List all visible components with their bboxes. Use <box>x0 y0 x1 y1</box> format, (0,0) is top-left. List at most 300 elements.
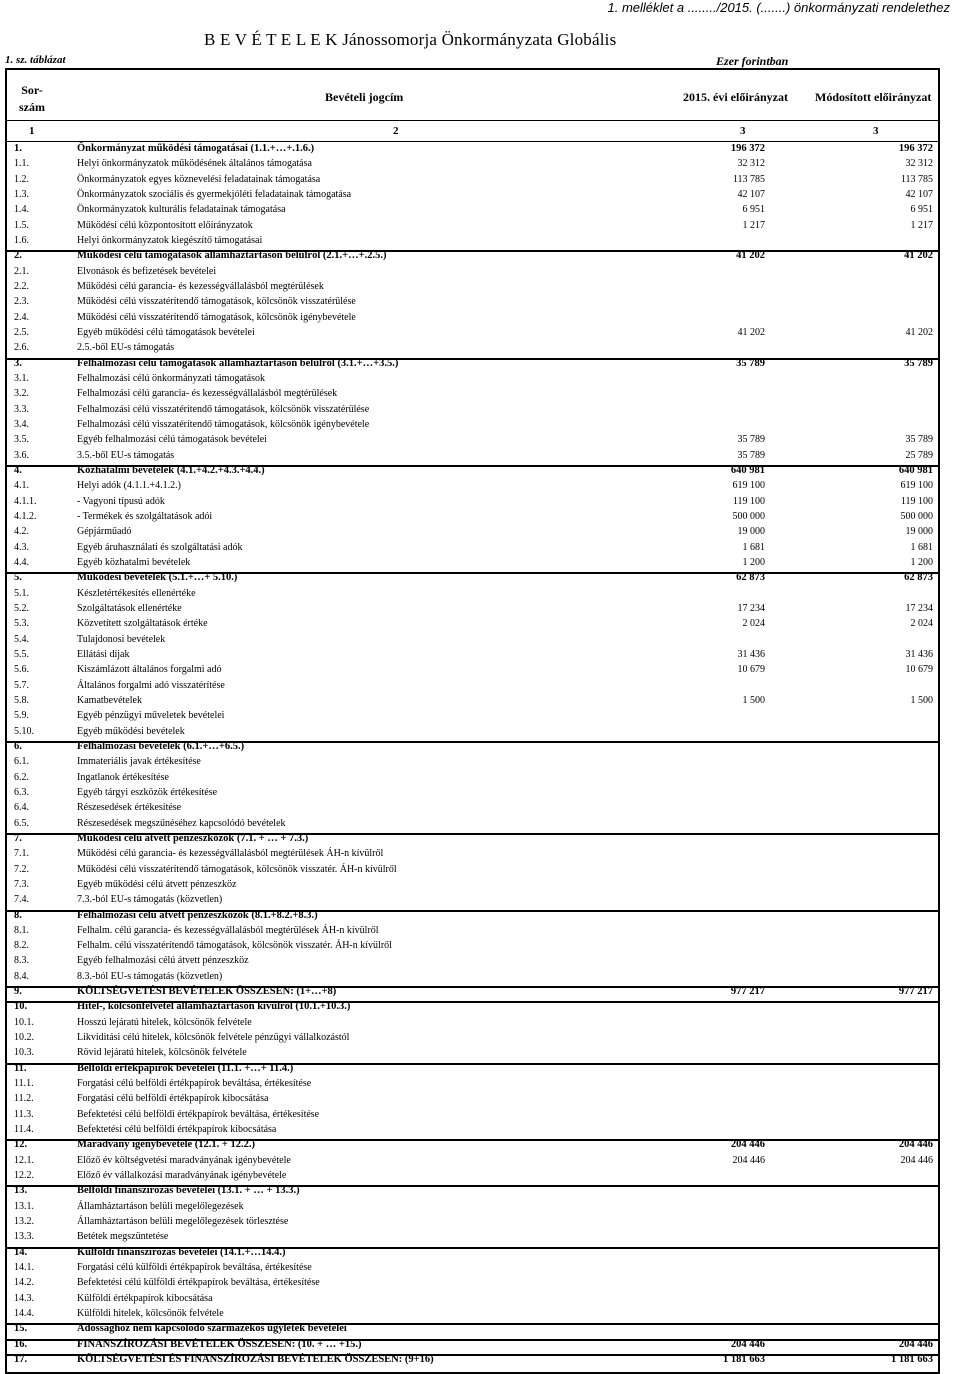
row-label: Önkormányzatok kulturális feladatainak támogatása <box>77 204 286 216</box>
table-row <box>7 434 938 449</box>
row-number: 12.1. <box>14 1154 34 1166</box>
row-original-amount: 1 500 <box>742 694 765 706</box>
row-modified-amount: 1 200 <box>910 556 933 568</box>
row-modified-amount: 17 234 <box>905 602 933 614</box>
row-label: Működési bevételek (5.1.+…+ 5.10.) <box>77 572 238 584</box>
table-row <box>7 940 938 955</box>
row-original-amount: 35 789 <box>736 357 765 369</box>
table-row <box>7 1109 938 1124</box>
table-row <box>7 603 938 618</box>
table-row-main <box>7 1185 938 1200</box>
table-row <box>7 542 938 557</box>
table-row-main <box>7 1001 938 1016</box>
table-row-main <box>7 1063 938 1078</box>
row-label: Befektetési célú külföldi értékpapírok beváltása, értékesítése <box>77 1277 320 1289</box>
table-row <box>7 1293 938 1308</box>
table-row <box>7 189 938 204</box>
table-row-main <box>7 1339 938 1354</box>
row-number: 1.3. <box>14 188 29 200</box>
row-number: 15. <box>14 1323 28 1335</box>
row-label: - Vagyoni típusú adók <box>77 495 165 507</box>
row-number: 2. <box>14 250 22 262</box>
row-number: 7. <box>14 832 22 844</box>
row-label: Egyéb pénzügyi műveletek bevételei <box>77 710 225 722</box>
row-number: 14.1. <box>14 1262 34 1274</box>
row-modified-amount: 25 789 <box>905 449 933 461</box>
table-row <box>7 818 938 833</box>
row-original-amount: 17 234 <box>737 602 765 614</box>
row-modified-amount: 1 681 <box>910 541 933 553</box>
row-label: Kamatbevételek <box>77 694 142 706</box>
table-row <box>7 756 938 771</box>
revenue-table <box>5 68 940 1374</box>
row-label: Egyéb működési bevételek <box>77 725 185 737</box>
row-label: Működési célú átvett pénzeszközök (7.1. + … + 7.3.) <box>77 832 309 844</box>
row-label: Helyi önkormányzatok kiegészítő támogatásai <box>77 234 263 246</box>
row-label: Felhalmozási célú visszatérítendő támogatások, kölcsönök igénybevétele <box>77 418 370 430</box>
row-modified-amount: 35 789 <box>905 434 933 446</box>
table-row <box>7 174 938 189</box>
row-modified-amount: 204 446 <box>898 1338 933 1350</box>
row-label: Külföldi hitelek, kölcsönök felvétele <box>77 1308 224 1320</box>
row-label: Működési célú garancia- és kezességvállalásból megtérülések <box>77 280 324 292</box>
row-label: Felhalmozási bevételek (6.1.+…+6.5.) <box>77 740 245 752</box>
row-original-amount: 1 681 <box>742 541 765 553</box>
table-row <box>7 1277 938 1292</box>
table-row <box>7 879 938 894</box>
table-row-main <box>7 1139 938 1154</box>
table-row-main <box>7 1354 938 1369</box>
row-label: Önkormányzat működési támogatásai (1.1.+…+.1.6.) <box>77 143 315 154</box>
row-label: Befektetési célú belföldi értékpapírok kibocsátása <box>77 1124 277 1136</box>
table-row <box>7 1124 938 1139</box>
column-header-eredeti: 2015. évi előirányzat <box>683 90 788 104</box>
table-row <box>7 1047 938 1062</box>
row-number: 2.4. <box>14 311 29 323</box>
row-modified-amount: 204 446 <box>898 1139 933 1151</box>
table-row <box>7 327 938 342</box>
table-row <box>7 312 938 327</box>
row-number: 2.5. <box>14 326 29 338</box>
table-row <box>7 772 938 787</box>
row-label: Belföldi értékpapírok bevételei (11.1. +…+ 11.4.) <box>77 1062 294 1074</box>
row-number: 3.2. <box>14 388 29 400</box>
row-label: Egyéb áruhasználati és szolgáltatási adók <box>77 541 243 553</box>
row-label: Államháztartáson belüli megelőlegezések törlesztése <box>77 1216 289 1228</box>
row-label: Hosszú lejáratú hitelek, kölcsönök felvétele <box>77 1016 252 1028</box>
row-original-amount: 1 217 <box>742 219 765 231</box>
row-number: 3.6. <box>14 449 29 461</box>
row-modified-amount: 113 785 <box>900 173 933 185</box>
row-modified-amount: 1 217 <box>910 219 933 231</box>
row-number: 10.3. <box>14 1047 34 1059</box>
table-row <box>7 511 938 526</box>
row-number: 4.1. <box>14 480 29 492</box>
table-row-main <box>7 986 938 1001</box>
table-row <box>7 496 938 511</box>
table-row <box>7 618 938 633</box>
table-number: 1. sz. táblázat <box>5 54 66 66</box>
table-row <box>7 971 938 986</box>
table-row <box>7 526 938 541</box>
row-label: Forgatási célú belföldi értékpapírok kibocsátása <box>77 1093 269 1105</box>
row-label: Egyéb közhatalmi bevételek <box>77 556 191 568</box>
row-number: 5.8. <box>14 694 29 706</box>
row-label: Felhalmozási célú visszatérítendő támogatások, kölcsönök visszatérülése <box>77 403 370 415</box>
row-label: Likviditási célú hitelek, kölcsönök felvétele pénzügyi vállalkozástól <box>77 1032 350 1044</box>
row-number: 6. <box>14 740 22 752</box>
table-row-main <box>7 143 938 158</box>
table-row <box>7 1216 938 1231</box>
table-row <box>7 1155 938 1170</box>
row-modified-amount: 1 500 <box>910 694 933 706</box>
table-row-main <box>7 910 938 925</box>
row-label: Részesedések értékesítése <box>77 802 182 814</box>
row-label: Felhalm. célú garancia- és kezességvállalásból megtérülések ÁH-n kívülről <box>77 924 379 936</box>
row-label: Felhalmozási célú garancia- és kezességvállalásból megtérülések <box>77 388 338 400</box>
row-original-amount: 35 789 <box>737 434 765 446</box>
row-number: 13.2. <box>14 1216 34 1228</box>
row-number: 6.4. <box>14 802 29 814</box>
row-number: 11.3. <box>14 1108 34 1120</box>
row-number: 3.1. <box>14 372 29 384</box>
row-number: 3.3. <box>14 403 29 415</box>
row-number: 4.2. <box>14 526 29 538</box>
row-label: Működési célú garancia- és kezességvállalásból megtérülések ÁH-n kívülről <box>77 848 384 860</box>
row-number: 3. <box>14 357 22 369</box>
column-header-modositott: Módosított előirányzat <box>815 90 932 104</box>
row-label: Egyéb felhalmozási célú átvett pénzeszköz <box>77 955 249 967</box>
table-row-main <box>7 833 938 848</box>
table-row <box>7 1093 938 1108</box>
row-label: Gépjárműadó <box>77 526 132 538</box>
row-label: Forgatási célú külföldi értékpapírok beváltása, értékesítése <box>77 1262 312 1274</box>
row-label: Államháztartáson belüli megelőlegezések <box>77 1200 244 1212</box>
row-label: Közvetített szolgáltatások értéke <box>77 618 208 630</box>
row-number: 7.3. <box>14 878 29 890</box>
row-number: 8.3. <box>14 955 29 967</box>
table-row <box>7 787 938 802</box>
row-label: 3.5.-ből EU-s támogatás <box>77 449 175 461</box>
table-row <box>7 296 938 311</box>
row-number: 4.3. <box>14 541 29 553</box>
row-number: 11. <box>14 1062 27 1074</box>
row-modified-amount: 6 951 <box>910 204 933 216</box>
table-row <box>7 235 938 250</box>
table-row <box>7 1201 938 1216</box>
row-modified-amount: 619 100 <box>900 480 933 492</box>
column-header-sor-line1: Sor- <box>21 83 43 97</box>
row-original-amount: 35 789 <box>737 449 765 461</box>
row-original-amount: 6 951 <box>742 204 765 216</box>
table-row <box>7 220 938 235</box>
row-label: Felhalmozási célú átvett pénzeszközök (8.1.+8.2.+8.3.) <box>77 909 318 921</box>
row-label: Egyéb működési célú támogatások bevételei <box>77 326 255 338</box>
row-number: 5.3. <box>14 618 29 630</box>
row-number: 8.4. <box>14 970 29 982</box>
table-row <box>7 373 938 388</box>
row-modified-amount: 10 679 <box>905 664 933 676</box>
table-row-main <box>7 741 938 756</box>
row-number: 10. <box>14 1001 28 1013</box>
row-number: 1.4. <box>14 204 29 216</box>
row-number: 9. <box>14 986 22 998</box>
row-label: Maradvány igénybevétele (12.1. + 12.2.) <box>77 1139 256 1151</box>
row-original-amount: 119 100 <box>732 495 765 507</box>
row-label: Betétek megszüntetése <box>77 1231 169 1243</box>
row-modified-amount: 42 107 <box>905 188 933 200</box>
table-row <box>7 1032 938 1047</box>
row-number: 5.9. <box>14 710 29 722</box>
row-label: Hitel-, kölcsönfelvétel államháztartáson kívülről (10.1.+10.3.) <box>77 1001 351 1013</box>
row-number: 5. <box>14 572 22 584</box>
table-row <box>7 1170 938 1185</box>
row-label: 8.3.-ból EU-s támogatás (közvetlen) <box>77 970 223 982</box>
row-label: KÖLTSÉGVETÉSI BEVÉTELEK ÖSSZESEN: (1+…+8) <box>77 986 337 998</box>
table-row <box>7 281 938 296</box>
table-row <box>7 1078 938 1093</box>
row-number: 7.2. <box>14 863 29 875</box>
row-original-amount: 19 000 <box>737 526 765 538</box>
row-label: - Termékek és szolgáltatások adói <box>77 510 213 522</box>
row-original-amount: 32 312 <box>737 158 765 170</box>
row-label: Rövid lejáratú hitelek, kölcsönök felvétele <box>77 1047 247 1059</box>
unit-label: Ezer forintban <box>716 54 789 68</box>
row-modified-amount: 2 024 <box>910 618 933 630</box>
row-modified-amount: 196 372 <box>898 143 933 154</box>
table-row <box>7 695 938 710</box>
column-header-sor-line2: szám <box>19 100 45 114</box>
row-modified-amount: 1 181 663 <box>891 1354 933 1366</box>
row-number: 14.3. <box>14 1292 34 1304</box>
table-row <box>7 480 938 495</box>
row-number: 14.4. <box>14 1308 34 1320</box>
column-number-3: 3 <box>740 125 746 137</box>
row-label: Elvonások és befizetések bevételei <box>77 265 217 277</box>
row-original-amount: 1 181 663 <box>723 1354 765 1366</box>
row-number: 12. <box>14 1139 28 1151</box>
table-row <box>7 588 938 603</box>
row-number: 5.5. <box>14 648 29 660</box>
column-number-1: 1 <box>29 125 35 137</box>
row-label: Külföldi értékpapírok kibocsátása <box>77 1292 213 1304</box>
row-label: Helyi önkormányzatok működésének általános támogatása <box>77 158 312 170</box>
row-label: Egyéb felhalmozási célú támogatások bevételei <box>77 434 267 446</box>
row-number: 5.2. <box>14 602 29 614</box>
row-modified-amount: 32 312 <box>905 158 933 170</box>
row-label: Közhatalmi bevételek (4.1.+4.2.+4.3.+4.4.) <box>77 464 265 476</box>
row-number: 8.2. <box>14 940 29 952</box>
row-label: Immateriális javak értékesítése <box>77 756 201 768</box>
page-title: B E V É T E L E K Jánossomorja Önkormányzata Globális <box>204 30 617 49</box>
row-original-amount: 31 436 <box>737 648 765 660</box>
table-row <box>7 1262 938 1277</box>
row-label: Tulajdonosi bevételek <box>77 633 166 645</box>
table-row <box>7 664 938 679</box>
table-row <box>7 955 938 970</box>
row-label: Ellátási díjak <box>77 648 130 660</box>
table-row-main <box>7 358 938 373</box>
row-label: Önkormányzatok egyes köznevelési feladatainak támogatása <box>77 173 321 185</box>
row-label: Belföldi finanszírozás bevételei (13.1. + … + 13.3.) <box>77 1185 300 1197</box>
row-label: FINANSZÍROZÁSI BEVÉTELEK ÖSSZESEN: (10. + … +15.) <box>77 1338 362 1350</box>
table-row <box>7 557 938 572</box>
row-label: Részesedések megszűnéséhez kapcsolódó bevételek <box>77 817 286 829</box>
row-original-amount: 1 200 <box>742 556 765 568</box>
row-number: 2.1. <box>14 265 29 277</box>
row-number: 5.4. <box>14 633 29 645</box>
row-number: 2.3. <box>14 296 29 308</box>
row-original-amount: 977 217 <box>730 986 765 998</box>
row-number: 7.4. <box>14 894 29 906</box>
table-row <box>7 1308 938 1323</box>
row-number: 1. <box>14 143 22 154</box>
row-label: Működési célú támogatások államháztartáson belülről (2.1.+…+.2.5.) <box>77 250 387 262</box>
row-label: Működési célú visszatérítendő támogatások, kölcsönök igénybevétele <box>77 311 356 323</box>
row-number: 12.2. <box>14 1170 34 1182</box>
top-right-note: 1. melléklet a ......../2015. (.......) önkormányzati rendelethez <box>607 0 950 15</box>
row-number: 2.2. <box>14 280 29 292</box>
row-original-amount: 62 873 <box>736 572 765 584</box>
table-row <box>7 680 938 695</box>
row-label: Általános forgalmi adó visszatérítése <box>77 679 225 691</box>
row-number: 6.3. <box>14 786 29 798</box>
row-number: 13.3. <box>14 1231 34 1243</box>
row-original-amount: 41 202 <box>736 250 765 262</box>
row-label: Működési célú visszatérítendő támogatások, kölcsönök visszatérülése <box>77 296 356 308</box>
row-label: Működési célú visszatérítendő támogatások, kölcsönök visszatér. ÁH-n kívülről <box>77 863 397 875</box>
table-row <box>7 1231 938 1246</box>
row-original-amount: 10 679 <box>737 664 765 676</box>
table-row <box>7 419 938 434</box>
row-label: Egyéb tárgyi eszközök értékesítése <box>77 786 218 798</box>
row-original-amount: 2 024 <box>742 618 765 630</box>
row-number: 11.2. <box>14 1093 34 1105</box>
row-number: 7.1. <box>14 848 29 860</box>
row-original-amount: 204 446 <box>732 1154 765 1166</box>
row-label: Felhalmozási célú önkormányzati támogatások <box>77 372 265 384</box>
row-modified-amount: 204 446 <box>900 1154 933 1166</box>
row-number: 8.1. <box>14 924 29 936</box>
row-modified-amount: 62 873 <box>904 572 933 584</box>
column-number-4: 3 <box>873 125 879 137</box>
table-row <box>7 204 938 219</box>
row-number: 2.6. <box>14 342 29 354</box>
row-number: 13.1. <box>14 1200 34 1212</box>
row-label: Működési célú központosított előirányzatok <box>77 219 253 231</box>
row-label: Forgatási célú belföldi értékpapírok beváltása, értékesítése <box>77 1078 312 1090</box>
table-header <box>7 70 938 121</box>
row-number: 13. <box>14 1185 28 1197</box>
row-original-amount: 113 785 <box>732 173 765 185</box>
table-row-main <box>7 1323 938 1338</box>
row-modified-amount: 640 981 <box>898 464 933 476</box>
row-modified-amount: 977 217 <box>898 986 933 998</box>
table-row <box>7 848 938 863</box>
row-label: Szolgáltatások ellenértéke <box>77 602 182 614</box>
row-number: 5.7. <box>14 679 29 691</box>
row-number: 1.1. <box>14 158 29 170</box>
row-number: 17. <box>14 1354 28 1366</box>
row-original-amount: 500 000 <box>732 510 765 522</box>
table-body <box>7 142 938 1372</box>
row-number: 3.4. <box>14 418 29 430</box>
row-original-amount: 204 446 <box>730 1139 765 1151</box>
column-header-jogcim: Bevételi jogcím <box>325 90 404 104</box>
row-modified-amount: 41 202 <box>905 326 933 338</box>
row-number: 6.2. <box>14 771 29 783</box>
row-number: 5.1. <box>14 587 29 599</box>
row-original-amount: 204 446 <box>730 1338 765 1350</box>
table-row <box>7 634 938 649</box>
row-label: Adóssághoz nem kapcsolódó származékos ügyletek bevételei <box>77 1323 347 1335</box>
row-label: Kiszámlázott általános forgalmi adó <box>77 664 222 676</box>
row-original-amount: 640 981 <box>730 464 765 476</box>
row-label: Ingatlanok értékesítése <box>77 771 169 783</box>
row-label: Önkormányzatok szociális és gyermekjóléti feladatainak támogatása <box>77 188 352 200</box>
row-number: 16. <box>14 1338 28 1350</box>
table-row <box>7 158 938 173</box>
row-label: 2.5.-ből EU-s támogatás <box>77 342 175 354</box>
row-number: 4.1.2. <box>14 510 37 522</box>
table-row <box>7 726 938 741</box>
column-numbers <box>7 121 938 142</box>
row-label: Egyéb működési célú átvett pénzeszköz <box>77 878 237 890</box>
row-label: Külföldi finanszírozás bevételei (14.1.+…14.4.) <box>77 1246 286 1258</box>
row-number: 8. <box>14 909 22 921</box>
table-row <box>7 1017 938 1032</box>
row-original-amount: 42 107 <box>737 188 765 200</box>
row-label: Befektetési célú belföldi értékpapírok beváltása, értékesítése <box>77 1108 320 1120</box>
row-number: 6.1. <box>14 756 29 768</box>
table-row <box>7 266 938 281</box>
row-number: 3.5. <box>14 434 29 446</box>
row-original-amount: 196 372 <box>730 143 765 154</box>
table-row <box>7 450 938 465</box>
row-number: 11.1. <box>14 1078 34 1090</box>
row-number: 1.6. <box>14 234 29 246</box>
column-number-2: 2 <box>393 125 399 137</box>
row-number: 5.6. <box>14 664 29 676</box>
row-number: 4.4. <box>14 556 29 568</box>
row-number: 5.10. <box>14 725 34 737</box>
row-label: 7.3.-ból EU-s támogatás (közvetlen) <box>77 894 223 906</box>
row-original-amount: 41 202 <box>737 326 765 338</box>
row-label: KÖLTSÉGVETÉSI ÉS FINANSZÍROZÁSI BEVÉTELEK ÖSSZESEN: (9+16) <box>77 1354 434 1366</box>
row-modified-amount: 35 789 <box>904 357 933 369</box>
table-row-main <box>7 1247 938 1262</box>
table-row <box>7 864 938 879</box>
table-row <box>7 404 938 419</box>
row-modified-amount: 41 202 <box>904 250 933 262</box>
table-row-main <box>7 250 938 265</box>
row-label: Készletértékesítés ellenértéke <box>77 587 196 599</box>
row-modified-amount: 119 100 <box>900 495 933 507</box>
row-number: 1.5. <box>14 219 29 231</box>
row-label: Helyi adók (4.1.1.+4.1.2.) <box>77 480 181 492</box>
row-label: Előző év költségvetési maradványának igénybevétele <box>77 1154 291 1166</box>
table-row <box>7 342 938 357</box>
table-row <box>7 388 938 403</box>
row-original-amount: 619 100 <box>732 480 765 492</box>
table-row-main <box>7 572 938 587</box>
table-row <box>7 802 938 817</box>
row-modified-amount: 500 000 <box>900 510 933 522</box>
row-number: 14. <box>14 1246 28 1258</box>
row-label: Előző év vállalkozási maradványának igénybevétele <box>77 1170 287 1182</box>
row-number: 14.2. <box>14 1277 34 1289</box>
row-modified-amount: 19 000 <box>905 526 933 538</box>
